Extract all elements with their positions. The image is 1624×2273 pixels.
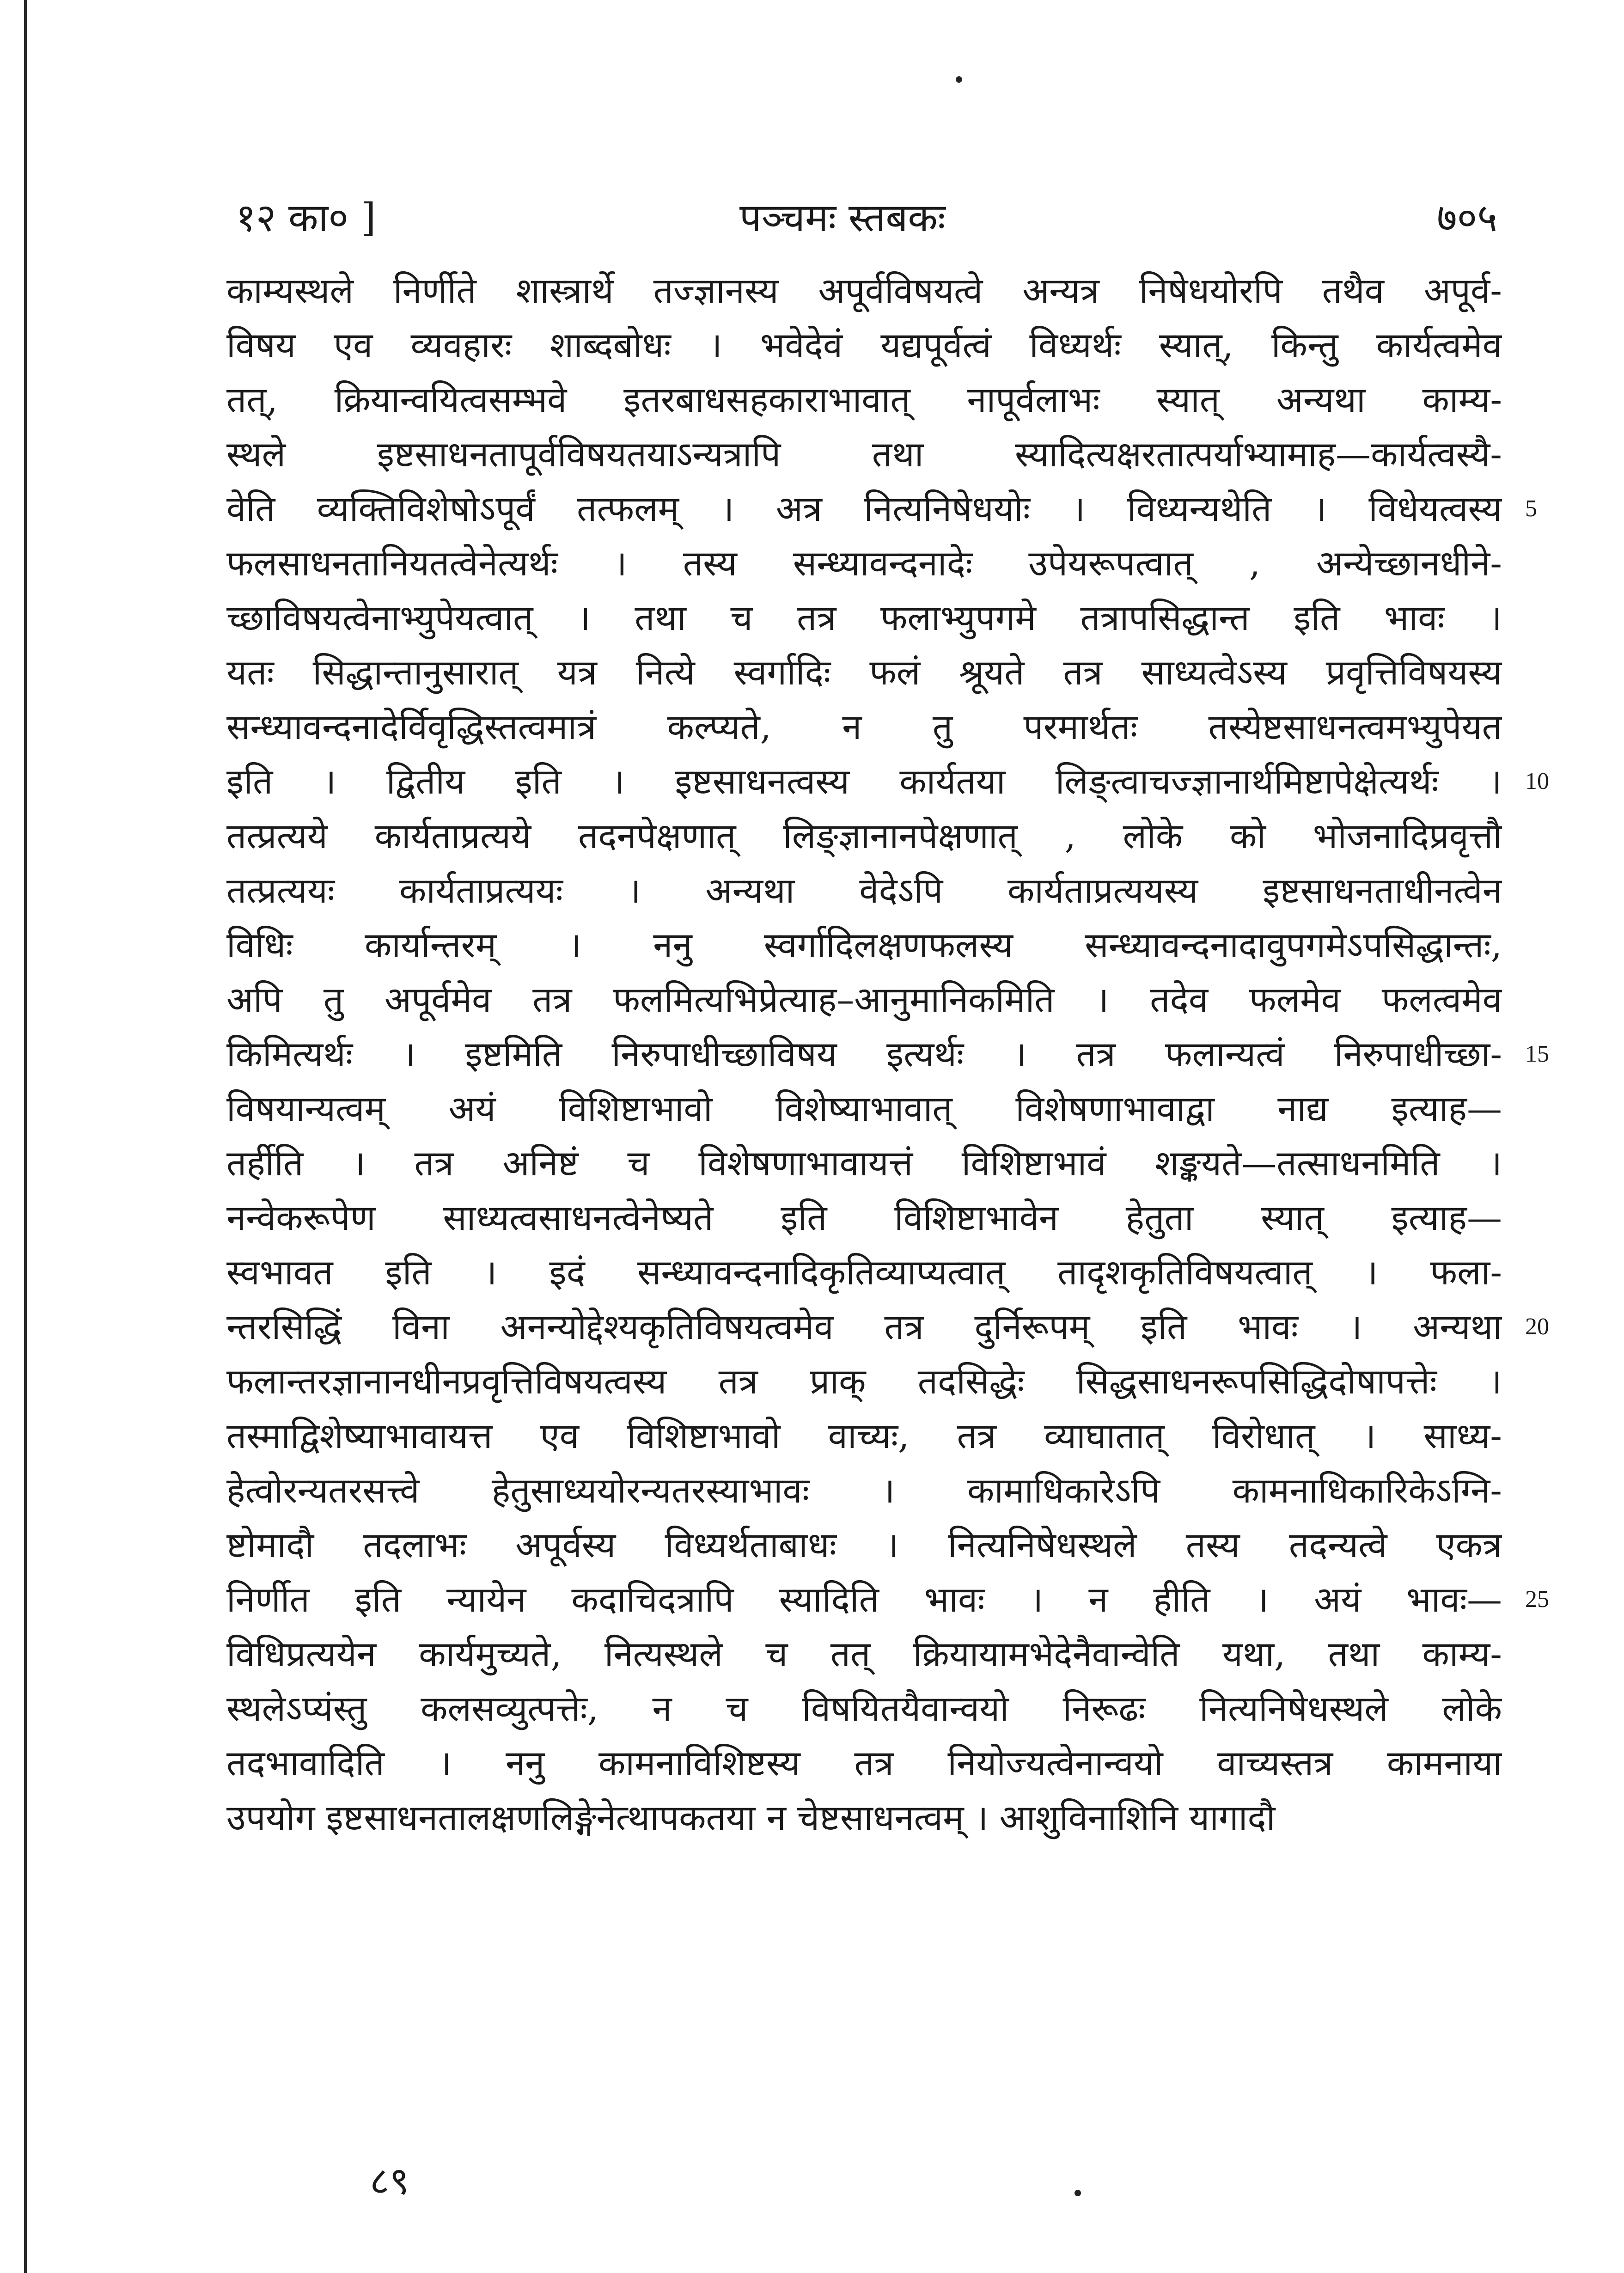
text-line: तत्, क्रियान्वयित्वसम्भवे इतरबाधसहकाराभावात् नापूर्वलाभः स्यात् अन्यथा काम्य- <box>226 379 1502 420</box>
text-line: हेत्वोरन्यतरसत्त्वे हेतुसाध्ययोरन्यतरस्याभावः । कामाधिकारेऽपि कामनाधिकारिकेऽग्नि- <box>226 1470 1502 1511</box>
margin-line-number: 15 <box>1525 1041 1549 1067</box>
text-line: सन्ध्यावन्दनादेर्विवृद्धिस्तत्वमात्रं कल्प्यते, न तु परमार्थतः तस्येष्टसाधनत्वमभ्युपेयत <box>226 706 1502 747</box>
text-line: निर्णीत इति न्यायेन कदाचिदत्रापि स्यादिति भावः । न हीति । अयं भावः— <box>226 1579 1502 1620</box>
text-line: तत्प्रत्ययः कार्यताप्रत्ययः । अन्यथा वेदेऽपि कार्यताप्रत्ययस्य इष्टसाधनताधीनत्वेन <box>226 870 1502 911</box>
text-line: नन्वेकरूपेण साध्यत्वसाधनत्वेनेष्यते इति विशिष्टाभावेन हेतुता स्यात् इत्याह— <box>226 1197 1502 1238</box>
text-line: विषय एव व्यवहारः शाब्दबोधः । भवेदेवं यद्यपूर्वत्वं विध्यर्थः स्यात्, किन्तु कार्यत्वमेव <box>226 324 1502 366</box>
text-line: वेति व्यक्तिविशेषोऽपूर्वं तत्फलम् । अत्र नित्यनिषेधयोः । विध्यन्यथेति । विधेयत्वस्य <box>226 488 1502 529</box>
text-line: स्थलेऽप्यंस्तु कलसव्युत्पत्तेः, न च विषयितयैवान्वयो निरूढः नित्यनिषेधस्थले लोके <box>226 1688 1502 1729</box>
text-line: फलसाधनतानियतत्वेनेत्यर्थः । तस्य सन्ध्यावन्दनादेः उपेयरूपत्वात् , अन्येच्छानधीने- <box>226 543 1502 584</box>
text-line: अपि तु अपूर्वमेव तत्र फलमित्यभिप्रेत्याह–आनुमानिकमिति । तदेव फलमेव फलत्वमेव <box>226 979 1502 1020</box>
text-line: स्थले इष्टसाधनतापूर्वविषयतयाऽन्यत्रापि तथा स्यादित्यक्षरतात्पर्याभ्यामाह—कार्यत्वस्यै- <box>226 434 1502 475</box>
margin-line-number: 5 <box>1525 495 1537 522</box>
running-header <box>236 189 1497 245</box>
margin-line-number: 25 <box>1525 1586 1549 1613</box>
text-line: काम्यस्थले निर्णीते शास्त्रार्थे तज्ज्ञानस्य अपूर्वविषयत्वे अन्यत्र निषेधयोरपि तथैव अपूर्व- <box>226 270 1502 311</box>
text-line: तदभावादिति । ननु कामनाविशिष्टस्य तत्र नियोज्यत्वेनान्वयो वाच्यस्तत्र कामनाया <box>226 1742 1502 1784</box>
commentary-text-block <box>226 263 1502 1845</box>
signature-mark: ८९ <box>370 2159 409 2203</box>
text-line: इति । द्वितीय इति । इष्टसाधनत्वस्य कार्यतया लिङ्त्वाचज्ज्ञानार्थमिष्टापेक्षेत्यर्थः । <box>226 761 1502 802</box>
text-line: च्छाविषयत्वेनाभ्युपेयत्वात् । तथा च तत्र फलाभ्युपगमे तत्रापसिद्धान्त इति भावः । <box>226 597 1502 638</box>
text-line: फलान्तरज्ञानानधीनप्रवृत्तिविषयत्वस्य तत्र प्राक् तदसिद्धेः सिद्धसाधनरूपसिद्धिदोषापत्तेः । <box>226 1361 1502 1402</box>
text-line: विधिप्रत्ययेन कार्यमुच्यते, नित्यस्थले च तत् क्रियायामभेदेनैवान्वेति यथा, तथा काम्य- <box>226 1633 1502 1674</box>
margin-line-number: 20 <box>1525 1314 1549 1340</box>
text-line: ष्टोमादौ तदलाभः अपूर्वस्य विध्यर्थताबाधः । नित्यनिषेधस्थले तस्य तदन्यत्वे एकत्र <box>226 1524 1502 1565</box>
ink-speck <box>956 76 962 83</box>
text-line: स्वभावत इति । इदं सन्ध्यावन्दनादिकृतिव्याप्यत्वात् तादृशकृतिविषयत्वात् । फला- <box>226 1252 1502 1293</box>
margin-line-number: 10 <box>1525 768 1549 794</box>
page-edge-border <box>24 0 27 2273</box>
text-line: उपयोग इष्टसाधनतालक्षणलिङ्गेनेत्थापकतया न चेष्टसाधनत्वम् । आशुविनाशिनि यागादौ <box>226 1797 1276 1838</box>
text-line: विधिः कार्यान्तरम् । ननु स्वर्गादिलक्षणफलस्य सन्ध्यावन्दनादावुपगमेऽपसिद्धान्तः, <box>226 924 1502 965</box>
header-chapter-title: पञ्चमः स्तबकः <box>739 195 946 240</box>
page-number: ७०५ <box>1436 195 1497 240</box>
text-line: किमित्यर्थः । इष्टमिति निरुपाधीच्छाविषय इत्यर्थः । तत्र फलान्यत्वं निरुपाधीच्छा- <box>226 1033 1502 1075</box>
text-line: तर्हीति । तत्र अनिष्टं च विशेषणाभावायत्तं विशिष्टाभावं शङ्कयते—तत्साधनमिति । <box>226 1143 1502 1184</box>
text-line: तत्प्रत्यये कार्यताप्रत्यये तदनपेक्षणात् लिङ्ज्ञानानपेक्षणात् , लोके को भोजनादिप्रवृत्तौ <box>226 815 1502 856</box>
text-line: तस्माद्विशेष्याभावायत्त एव विशिष्टाभावो वाच्यः, तत्र व्याघातात् विरोधात् । साध्य- <box>226 1415 1502 1456</box>
text-line: विषयान्यत्वम् अयं विशिष्टाभावो विशेष्याभावात् विशेषणाभावाद्वा नाद्य इत्याह— <box>226 1088 1502 1129</box>
text-line: न्तरसिद्धिं विना अनन्योद्देश्यकृतिविषयत्वमेव तत्र दुर्निरूपम् इति भावः । अन्यथा <box>226 1306 1502 1347</box>
header-section-ref: १२ का० ] <box>236 195 376 240</box>
ink-speck <box>1075 2190 1081 2196</box>
text-line: यतः सिद्धान्तानुसारात् यत्र नित्ये स्वर्गादिः फलं श्रूयते तत्र साध्यत्वेऽस्य प्रवृत्तिविषयस्य <box>226 652 1502 693</box>
